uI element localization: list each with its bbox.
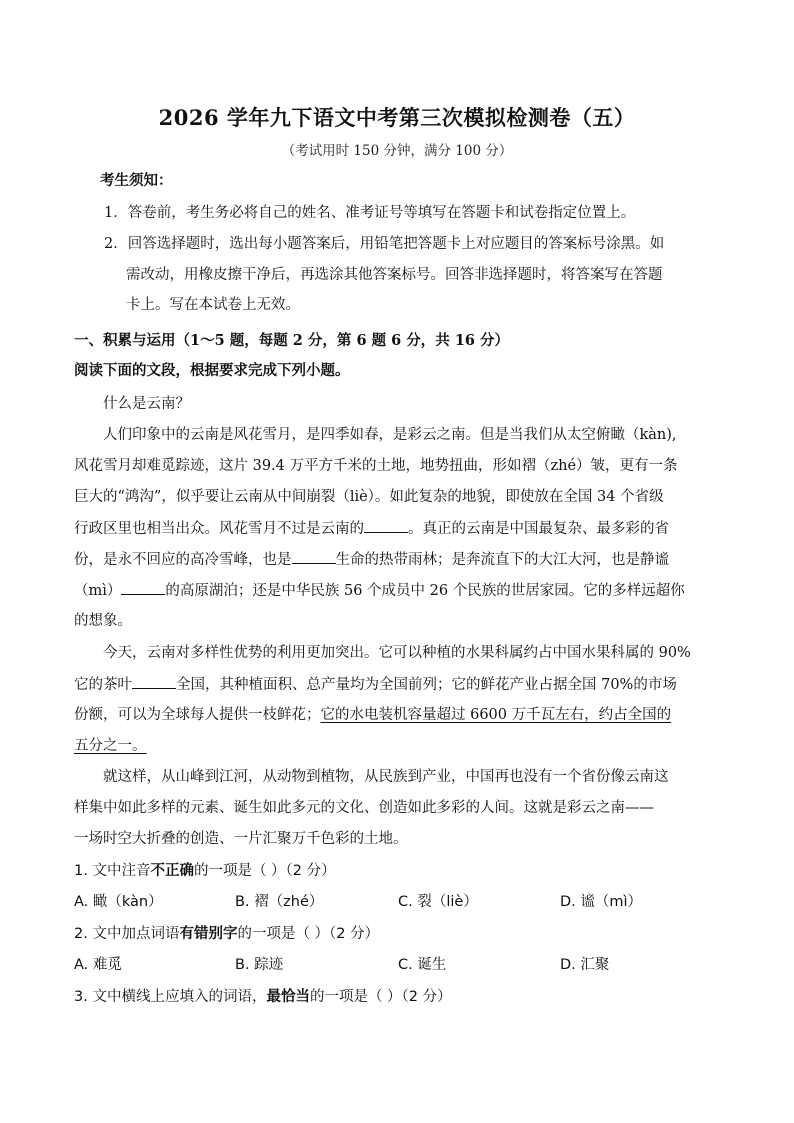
q2-option-a[interactable]: A. 难觅	[74, 957, 122, 973]
notice-item-1: 1．答卷前，考生务必将自己的姓名、准考证号等填写在答题卡和试卷指定位置上。	[104, 205, 636, 221]
passage-p1-line-1: 人们印象中的云南是风花雪月，是四季如春，是彩云之南。但是当我们从太空俯瞰（kàn),	[103, 427, 677, 443]
fill-blank-2	[292, 549, 336, 564]
passage-p3-line-3: 一场时空大折叠的创造、一片汇聚万千色彩的土地。	[74, 831, 408, 847]
q1-option-a[interactable]: A. 瞰（kàn）	[74, 894, 163, 910]
passage-p1-line-7: 的想象。	[74, 613, 132, 629]
notice-item-2-line-3: 卡上。写在本试卷上无效。	[126, 297, 300, 313]
passage-p1-line-6	[74, 580, 685, 601]
question-2	[74, 924, 379, 944]
passage-p3-line-2: 样集中如此多样的元素、诞生如此多元的文化、创造如此多彩的人间。这就是彩云之南——	[74, 800, 654, 816]
section-1-heading: 一、积累与运用（1～5 题，每题 2 分，第 6 题 6 分，共 16 分）	[74, 332, 510, 349]
question-3	[74, 987, 452, 1007]
question-2-pre: 2. 文中加点词语	[74, 926, 180, 942]
q2-option-b[interactable]: B. 踪迹	[235, 957, 284, 973]
question-1	[74, 861, 336, 881]
passage-p3-line-1: 就这样，从山峰到江河，从动物到植物，从民族到产业，中国再也没有一个省份像云南这	[103, 769, 669, 785]
passage-p1-line-4-a: 行政区里也相当出众。风花雪月不过是云南的	[74, 521, 364, 537]
question-1-pre: 1. 文中注音	[74, 863, 151, 879]
passage-p2-line-4	[74, 736, 147, 756]
passage-title: 什么是云南？	[103, 396, 190, 412]
notice-item-2-line-2: 需改动，用橡皮擦干净后，再选涂其他答案标号。回答非选择题时，将答案写在答题	[126, 267, 663, 283]
passage-p1-line-5-b: 生命的热带雨林；是奔流直下的大江大河，也是静谧	[335, 552, 669, 568]
question-2-emphasis: 有错别字	[179, 926, 238, 942]
passage-p2-line-1: 今天，云南对多样性优势的利用更加突出。它可以种植的水果科属约占中国水果科属的 90%	[103, 645, 691, 661]
q1-option-d[interactable]: D. 谧（mì）	[560, 894, 643, 910]
passage-p1-line-3: 巨大的“鸿沟”，似乎要让云南从中间崩裂（liè）。如此复杂的地貌，即使放在全国 34 个省级	[74, 489, 664, 505]
q2-option-d[interactable]: D. 汇聚	[560, 957, 610, 973]
question-3-pre: 3. 文中横线上应填入的词语，	[74, 989, 267, 1005]
passage-p2-line-3-a: 份额，可以为全球每人提供一枝鲜花；	[74, 707, 321, 723]
passage-p1-line-4	[74, 518, 669, 539]
exam-subtitle: （考试用时 150 分钟，满分 100 分）	[281, 143, 513, 159]
question-1-emphasis: 不正确	[150, 863, 194, 879]
question-2-post: 的一项是（ ）（2 分）	[237, 926, 380, 942]
passage-p2-line-2-b: 全国，其种植面积、总产量均为全国前列；它的鲜花产业占据全国 70%的市场	[176, 677, 677, 693]
underlined-sentence-part-2: 五分之一。	[74, 738, 147, 754]
passage-p1-line-4-b: 。真正的云南是中国最复杂、最多彩的省	[408, 521, 669, 537]
q1-option-b[interactable]: B. 褶（zhé）	[235, 894, 324, 910]
notice-heading: 考生须知：	[100, 172, 173, 189]
notice-item-2-line-1: 2．回答选择题时，选出每小题答案后，用铅笔把答题卡上对应题目的答案标号涂黑。如	[104, 236, 665, 252]
exam-title: 2026 学年九下语文中考第三次模拟检测卷（五）	[158, 105, 636, 130]
section-1-instruction: 阅读下面的文段，根据要求完成下列小题。	[74, 362, 350, 379]
fill-blank-1	[364, 518, 408, 533]
passage-p1-line-6-a: （mì）	[74, 583, 122, 599]
passage-p2-line-2-a: 它的茶叶	[74, 677, 132, 693]
question-1-post: 的一项是（ ）（2 分）	[193, 863, 336, 879]
question-3-emphasis: 最恰当	[266, 989, 310, 1005]
underlined-sentence-part-1: 它的水电装机容量超过 6600 万千瓦左右，约占全国的	[320, 707, 672, 723]
passage-p1-line-5-a: 份，是永不回应的高冷雪峰，也是	[74, 552, 292, 568]
passage-p1-line-6-b: 的高原湖泊；还是中华民族 56 个成员中 26 个民族的世居家园。它的多样远超你	[165, 583, 685, 599]
fill-blank-3	[121, 580, 165, 595]
passage-p2-line-3	[74, 705, 671, 725]
question-3-post: 的一项是（ ）（2 分）	[309, 989, 452, 1005]
fill-blank-4	[132, 674, 176, 689]
q1-option-c[interactable]: C. 裂（liè）	[398, 894, 478, 910]
passage-p1-line-2: 风花雪月却难觅踪迹，这片 39.4 万平方千米的土地，地势扭曲，形如褶（zhé）皱，更有一条	[74, 458, 678, 474]
passage-p2-line-2	[74, 674, 677, 695]
q2-option-c[interactable]: C. 诞生	[398, 957, 447, 973]
passage-p1-line-5	[74, 549, 669, 570]
